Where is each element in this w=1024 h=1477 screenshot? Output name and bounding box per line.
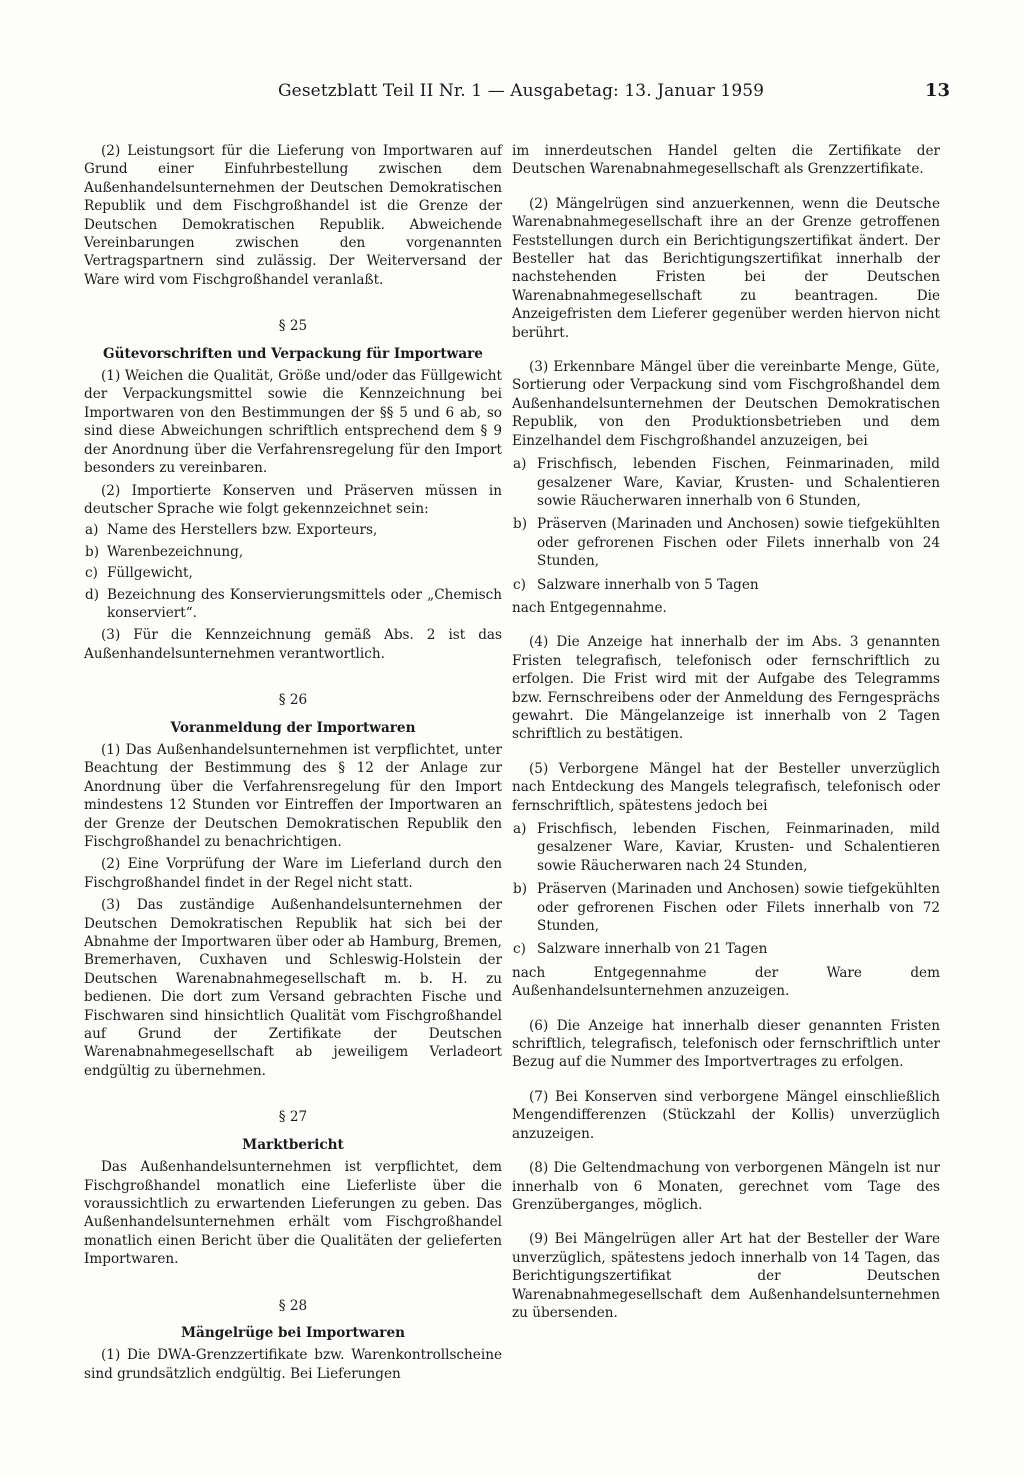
paragraph: nach Entgegennahme der Ware dem Außenhandelsunternehmen anzuzeigen. — [512, 964, 940, 1000]
list-marker: d) — [85, 586, 100, 603]
paragraph: (2) Importierte Konserven und Präserven müssen in deutscher Sprache wie folgt gekennzeichnet sein: — [84, 482, 502, 517]
right-column — [512, 142, 940, 1322]
paragraph: (2) Leistungsort für die Lieferung von Importwaren auf Grund einer Einfuhrbestellung zwischen dem Außenhandelsunternehmen der Deutschen Demokratischen Republik und dem Fischgroßhandel ist die Grenze der Deutschen Demokratischen Republik. Abweichende Vereinbarungen zwischen den vorgenannten Vertragspartnern sind zulässig. Der Weiterversand der Ware wird vom Fischgroßhandel veranlaßt. — [84, 143, 502, 288]
list-marker: a) — [85, 522, 99, 539]
list-text: Frischfisch, lebenden Fischen, Feinmarinaden, mild gesalzener Ware, Kaviar, Krusten- und Schalentieren sowie Räucherwaren nach 24 Stunden, — [537, 821, 940, 874]
list-marker: b) — [513, 881, 528, 898]
list-text: Salzware innerhalb von 21 Tagen — [537, 941, 768, 958]
list-item — [512, 820, 940, 875]
paragraph: (3) Für die Kennzeichnung gemäß Abs. 2 ist das Außenhandelsunternehmen verantwortlich. — [84, 627, 502, 662]
list-marker: c) — [513, 941, 526, 958]
section-number: § 27 — [278, 1109, 308, 1126]
paragraph: (6) Die Anzeige hat innerhalb dieser genannten Fristen schriftlich, telegrafisch, telefonisch oder fernschriftlich unter Bezug auf die Nummer des Importvertrages zu erfolgen. — [512, 1017, 940, 1071]
list-item — [84, 586, 502, 623]
paragraph: nach Entgegennahme. — [512, 599, 667, 616]
list-text: Füllgewicht, — [107, 565, 193, 582]
paragraph: (9) Bei Mängelrügen aller Art hat der Besteller der Ware unverzüglich, spätestens jedoch innerhalb von 14 Tagen, das Berichtigungszertifikat der Deutschen Warenabnahmegesellschaft dem Außenhandelsunternehmen zu übersenden. — [512, 1231, 940, 1321]
header-title: Gesetzblatt Teil II Nr. 1 — Ausgabetag: 13. Januar 1959 — [278, 81, 765, 101]
list-text: Präserven (Marinaden und Anchosen) sowie tiefgekühlten oder gefrorenen Fischen oder Filets innerhalb von 24 Stunden, — [537, 516, 940, 570]
list-item — [84, 564, 502, 582]
list-marker: c) — [85, 565, 98, 582]
list-text: Salzware innerhalb von 5 Tagen — [537, 576, 759, 593]
paragraph: (1) Weichen die Qualität, Größe und/oder das Füllgewicht der Verpackungsmittel sowie die Kennzeichnung bei Importwaren von den Bestimmungen der §§ 5 und 6 ab, so sind diese Abweichungen schriftlich entsprechend dem § 9 der Anordnung über die Verfahrensregelung für den Import besonders zu vereinbaren. — [84, 368, 502, 477]
section-title: Marktbericht — [242, 1136, 344, 1153]
section-title: Gütevorschriften und Verpackung für Importware — [103, 345, 483, 362]
list-item — [512, 940, 940, 958]
paragraph: (3) Das zuständige Außenhandelsunternehmen der Deutschen Demokratischen Republik hat sich bei der Abnahme der Importwaren über oder ab Hamburg, Bremen, Bremerhaven, Cuxhaven und Schleswig-Holstein der Deutschen Warenabnahmegesellschaft m. b. H. zu bedienen. Die dort zum Versand gebrachten Fische und Fischwaren sind hinsichtlich Qualität vom Fischgroßhandel auf Grund der Zertifikate der Deutschen Warenabnahmegesellschaft ab jeweiligem Verladeort endgültig zu übernehmen. — [84, 897, 502, 1079]
paragraph: (1) Das Außenhandelsunternehmen ist verpflichtet, unter Beachtung der Bestimmung des § 12 der Anlage zur Anordnung über die Verfahrensregelung für den Import mindestens 12 Stunden vor Eintreffen der Importwaren an der Grenze der Deutschen Demokratischen Republik den Fischgroßhandel zu benachrichtigen. — [84, 741, 502, 850]
paragraph: (4) Die Anzeige hat innerhalb der im Abs. 3 genannten Fristen telegrafisch, telefonisch oder fernschriftlich zu erfolgen. Die Frist wird mit der Aufgabe des Telegramms bzw. Fernschreibens oder der Anmeldung des Ferngesprächs gewahrt. Die Mängelanzeige ist innerhalb von 2 Tagen schriftlich zu bestätigen. — [512, 634, 940, 743]
section-number: § 25 — [278, 318, 308, 335]
list-text: Warenbezeichnung, — [107, 543, 244, 560]
section-title: Mängelrüge bei Importwaren — [181, 1324, 405, 1341]
section-number: § 28 — [278, 1297, 308, 1314]
list-item — [512, 455, 940, 510]
list-text: Bezeichnung des Konservierungsmittels oder „Chemisch konserviert“. — [107, 586, 502, 621]
paragraph: (7) Bei Konserven sind verborgene Mängel einschließlich Mengendifferenzen (Stückzahl der Kollis) unverzüglich anzuzeigen. — [512, 1088, 940, 1142]
list-item — [512, 880, 940, 935]
list-text: Name des Herstellers bzw. Exporteurs, — [107, 522, 378, 539]
list-marker: b) — [513, 516, 528, 533]
left-column — [84, 142, 502, 1383]
list-item — [84, 521, 502, 539]
paragraph: (5) Verborgene Mängel hat der Besteller unverzüglich nach Entdeckung des Mangels telegrafisch, telefonisch oder fernschriftlich, spätestens jedoch bei — [512, 760, 940, 814]
list-text: Präserven (Marinaden und Anchosen) sowie tiefgekühlten oder gefrorenen Fischen oder Filets innerhalb von 72 Stunden, — [537, 881, 940, 935]
list-item — [84, 543, 502, 561]
section-number: § 26 — [278, 692, 308, 709]
page-number: 13 — [924, 80, 950, 101]
paragraph: (2) Eine Vorprüfung der Ware im Lieferland durch den Fischgroßhandel findet in der Regel nicht statt. — [84, 856, 502, 891]
paragraph: (8) Die Geltendmachung von verborgenen Mängeln ist nur innerhalb von 6 Monaten, gerechnet vom Tage des Grenzüberganges, möglich. — [512, 1160, 940, 1213]
paragraph: Das Außenhandelsunternehmen ist verpflichtet, dem Fischgroßhandel monatlich eine Lieferliste über die voraussichtlich zu erwartenden Lieferungen zu geben. Das Außenhandelsunternehmen erhält vom Fischgroßhandel monatlich einen Bericht über die Qualitäten der gelieferten Importwaren. — [84, 1159, 502, 1268]
list-marker: a) — [513, 821, 527, 837]
list-marker: c) — [513, 576, 526, 593]
page-header — [278, 76, 950, 106]
list-text: Frischfisch, lebenden Fischen, Feinmarinaden, mild gesalzener Ware, Kaviar, Krusten- und Schalentieren sowie Räucherwaren innerhalb von 6 Stunden, — [537, 456, 940, 509]
list-marker: b) — [85, 543, 100, 560]
paragraph: (2) Mängelrügen sind anzuerkennen, wenn die Deutsche Warenabnahmegesellschaft ihre an der Grenze getroffenen Feststellungen durch ein Berichtigungszertifikat ändert. Der Besteller hat das Berichtigungszertifikat innerhalb der nachstehenden Fristen bei der Deutschen Warenabnahmegesellschaft zu beantragen. Die Anzeigefristen dem Lieferer gegenüber werden hiervon nicht berührt. — [512, 195, 940, 341]
paragraph: (3) Erkennbare Mängel über die vereinbarte Menge, Güte, Sortierung oder Verpackung sind vom Fischgroßhandel dem Außenhandelsunternehmen der Deutschen Demokratischen Republik, von den Produktionsbetrieben und dem Einzelhandel dem Fischgroßhandel anzuzeigen, bei — [512, 359, 940, 449]
list-item — [512, 576, 940, 594]
list-marker: a) — [513, 456, 527, 473]
paragraph: (1) Die DWA-Grenzzertifikate bzw. Warenkontrollscheine sind grundsätzlich endgültig. Bei Lieferungen — [84, 1347, 502, 1382]
paragraph: im innerdeutschen Handel gelten die Zertifikate der Deutschen Warenabnahmegesellschaft als Grenzzertifikate. — [512, 143, 940, 178]
list-item — [512, 515, 940, 570]
section-title: Voranmeldung der Importwaren — [170, 719, 416, 736]
